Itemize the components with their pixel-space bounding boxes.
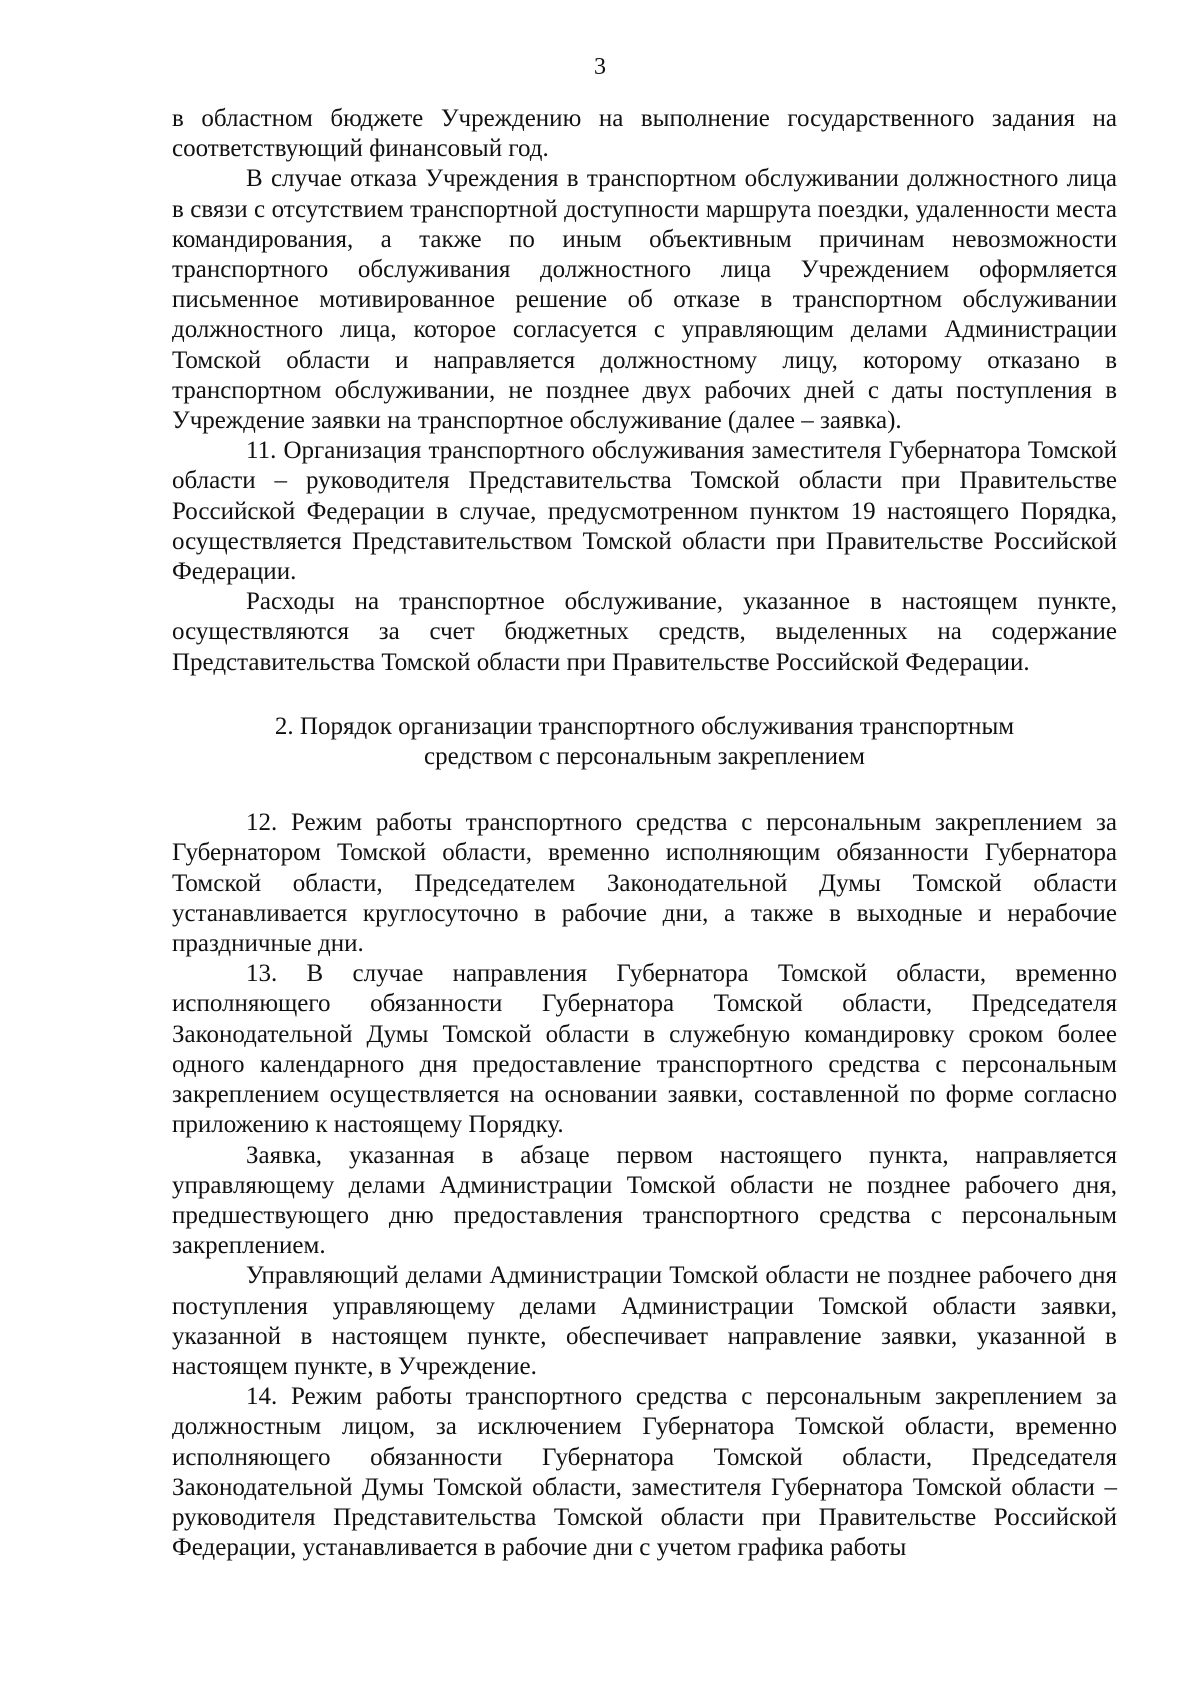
paragraph-refusal: В случае отказа Учреждения в транспортном обслуживании должностного лица в связи с отсутствием транспортной доступности маршрута поездки, удаленности места командирования, а также по иным объективным причинам невозможности транспортного обслуживания должностного лица Учреждением оформляется письменное мотивированное решение об отказе в транспортном обслуживании должностного лица, которое согласуется с управляющим делами Администрации Томской области и направляется должностному лицу, которому отказано в транспортном обслуживании, не позднее двух рабочих дней с даты поступления в Учреждение заявки на транспортное обслуживание (далее – заявка). <box>172 165 1117 435</box>
section-heading-line-2: средством с персональным закреплением <box>424 743 865 771</box>
paragraph-item-13: 13. В случае направления Губернатора Томской области, временно исполняющего обязанности Губернатора Томской области, Председателя Законодательной Думы Томской области в служебную командировку сроком более одного календарного дня предоставление транспортного средства с персональным закреплением осуществляется на основании заявки, составленной по форме согласно приложению к настоящему Порядку. <box>172 960 1117 1139</box>
paragraph-application: Заявка, указанная в абзаце первом настоящего пункта, направляется управляющему делами Администрации Томской области не позднее рабочего дня, предшествующего дню предоставления транспортного средства с персональным закреплением. <box>172 1141 1117 1260</box>
section-heading <box>172 712 1117 772</box>
page-number: 3 <box>594 54 606 80</box>
document-body <box>172 104 1117 1563</box>
paragraph-item-12: 12. Режим работы транспортного средства с персональным закреплением за Губернатором Томской области, временно исполняющим обязанности Губернатора Томской области, Председателем Законодательной Думы Томской области устанавливается круглосуточно в рабочие дни, а также в выходные и нерабочие праздничные дни. <box>172 809 1117 958</box>
section-heading-line-1: 2. Порядок организации транспортного обслуживания транспортным <box>274 712 1015 740</box>
paragraph-continuation: в областном бюджете Учреждению на выполнение государственного задания на соответствующий финансовый год. <box>172 105 1117 163</box>
paragraph-item-11: 11. Организация транспортного обслуживания заместителя Губернатора Томской области – руководителя Представительства Томской области при Правительстве Российской Федерации в случае, предусмотренном пунктом 19 настоящего Порядка, осуществляется Представительством Томской области при Правительстве Российской Федерации. <box>172 437 1117 586</box>
paragraph-expenses: Расходы на транспортное обслуживание, указанное в настоящем пункте, осуществляются за счет бюджетных средств, выделенных на содержание Представительства Томской области при Правительстве Российской Федерации. <box>172 588 1117 676</box>
paragraph-manager: Управляющий делами Администрации Томской области не позднее рабочего дня поступления управляющему делами Администрации Томской области заявки, указанной в настоящем пункте, обеспечивает направление заявки, указанной в настоящем пункте, в Учреждение. <box>172 1262 1117 1380</box>
paragraph-item-14: 14. Режим работы транспортного средства с персональным закреплением за должностным лицом, за исключением Губернатора Томской области, временно исполняющего обязанности Губернатора Томской области, Председателя Законодательной Думы Томской области, заместителя Губернатора Томской области – руководителя Представительства Томской области при Правительстве Российской Федерации, устанавливается в рабочие дни с учетом графика работы <box>172 1383 1117 1562</box>
